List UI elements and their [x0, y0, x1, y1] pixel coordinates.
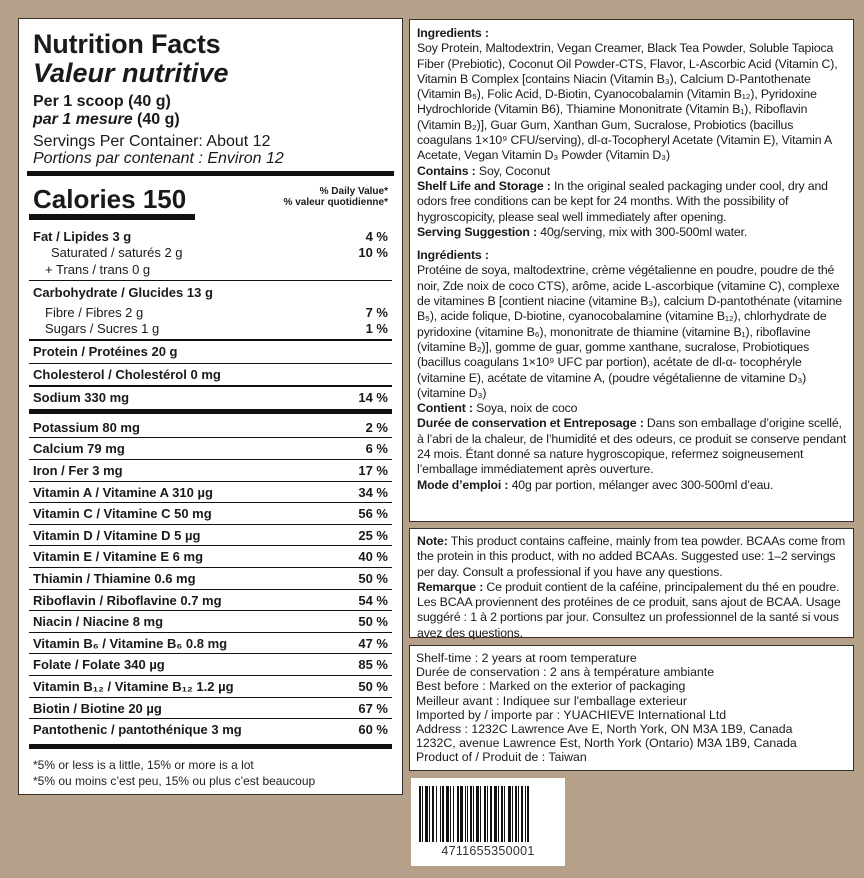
nutrient-row	[29, 590, 392, 612]
nutrient-row	[29, 568, 392, 590]
serving-size-fr-unit: par 1 mesure	[33, 111, 133, 128]
divider-thick	[29, 409, 392, 414]
nutrient-row	[29, 719, 392, 740]
carb-section	[33, 285, 388, 337]
fibre-label: Fibre / Fibres 2 g	[45, 304, 144, 320]
nutrient-pct: 56 %	[358, 506, 388, 522]
vitamins-minerals-list	[33, 417, 388, 740]
allergens-fr	[417, 401, 847, 416]
nutrient-label: Vitamin A / Vitamine A 310 µg	[33, 484, 213, 500]
barcode-number: 4711655350001	[441, 844, 535, 858]
note-label-fr: Remarque :	[417, 579, 484, 594]
nutrient-label: Vitamin B₁₂ / Vitamine B₁₂ 1.2 µg	[33, 678, 234, 694]
footnote	[33, 757, 388, 789]
serving-suggestion	[417, 225, 847, 240]
contains-label: Contains :	[417, 163, 476, 178]
ingredients-text: Soy Protein, Maltodextrin, Vegan Creamer, Black Tea Powder, Soluble Tapioca Fiber (Prebiotic), Coconut Oil Powder-CTS, Flavor, L-Ascorbic Acid (Vitamin C), Vitamin B Complex [contains Niacin (Vitamin B₃), Calcium D-Pantothenate (Vitamin B₅), Folic Acid, D-Biotin, Cyanocobalamin (Vitamin B₁₂), Pyridoxine Hydrochloride (Vitamin B6), Thiamine Mononitrate (Vitamin B₁), Riboflavin (Vitamin B₂)], Guar Gum, Xanthan Gum, Sucralose, Probiotics (bacillus coagulans 1×10⁹ CFU/serving), dl-α-Tocopheryl Acetate (Vitamin E), Vitamin A Acetate, Vegan Vitamin D₃ Powder (Vitamin D₃)	[417, 41, 838, 163]
directions-value-fr: 40g par portion, mélanger avec 300-500ml d’eau.	[508, 477, 774, 492]
nutrient-row	[29, 482, 392, 504]
serving-size-fr	[33, 111, 388, 129]
note-en	[417, 534, 847, 580]
nutrient-label: Thiamin / Thiamine 0.6 mg	[33, 570, 196, 586]
nutrient-row	[29, 438, 392, 460]
nutrition-title: Nutrition Facts	[33, 29, 221, 59]
divider	[29, 363, 392, 365]
barcode	[411, 778, 565, 866]
nutrient-row-cholesterol	[33, 366, 388, 383]
nutrient-row	[29, 546, 392, 568]
sodium-pct: 14 %	[358, 389, 388, 405]
note-text-fr: Ce produit contient de la caféine, principalement du thé en poudre. Les BCAA proviennent des protéines de ce produit, sans ajout de BCAA. Usage suggéré : 1 à 2 portions par jour. Consultez un professionnel de la santé si vous avez des questions.	[417, 579, 841, 640]
nutrient-label: Iron / Fer 3 mg	[33, 462, 123, 478]
nutrient-label: Vitamin B₆ / Vitamine B₆ 0.8 mg	[33, 635, 228, 651]
nutrient-pct: 67 %	[358, 700, 388, 716]
nutrient-pct: 6 %	[365, 441, 388, 457]
sugars-label: Sugars / Sucres 1 g	[45, 320, 160, 336]
nutrient-row-fat	[33, 229, 388, 245]
protein-label: Protein / Protéines 20 g	[33, 343, 178, 359]
sugars-pct: 1 %	[365, 320, 388, 336]
address: Address : 1232C Lawrence Ave E, North York, ON M3A 1B9, Canada	[416, 722, 793, 737]
nutrient-row	[29, 417, 392, 439]
directions-fr	[417, 478, 847, 493]
divider	[29, 385, 392, 387]
nutrient-label: Vitamin E / Vitamine E 6 mg	[33, 549, 204, 565]
saturated-pct: 10 %	[358, 245, 388, 261]
daily-value-header-en: % Daily Value*	[319, 186, 388, 197]
nutrient-row	[29, 503, 392, 525]
nutrient-row	[29, 676, 392, 698]
nutrient-row	[29, 460, 392, 482]
nutrient-label: Biotin / Biotine 20 µg	[33, 700, 162, 716]
ingredients-heading-fr: Ingrédients :	[417, 248, 489, 263]
nutrient-row	[29, 698, 392, 720]
allergens	[417, 164, 847, 179]
nutrient-pct: 50 %	[358, 570, 388, 586]
nutrient-row	[29, 611, 392, 633]
contains-value-fr: Soya, noix de coco	[472, 401, 578, 416]
note-fr	[417, 580, 847, 641]
directions-label-fr: Mode d’emploi :	[417, 477, 509, 492]
nutrient-pct: 40 %	[358, 549, 388, 565]
ingredients-panel	[409, 19, 854, 522]
ingredients-en	[417, 26, 847, 240]
contains-value: Soy, Coconut	[475, 163, 551, 178]
calories-underline	[29, 214, 195, 220]
nutrient-row-carbohydrate	[33, 285, 388, 301]
nutrient-row	[29, 633, 392, 655]
nutrient-pct: 25 %	[358, 527, 388, 543]
carbohydrate-label: Carbohydrate / Glucides 13 g	[33, 285, 213, 301]
nutrient-label: Niacin / Niacine 8 mg	[33, 614, 164, 630]
note-panel	[409, 528, 854, 638]
shelf-life	[417, 179, 847, 225]
country-of-origin: Product of / Produit de : Taiwan	[416, 750, 587, 765]
ingredients-heading: Ingredients :	[417, 26, 489, 40]
serving-suggestion-label: Serving Suggestion :	[417, 224, 537, 239]
spacer	[417, 240, 847, 248]
nutrient-label: Pantothenic / pantothénique 3 mg	[33, 722, 242, 738]
nutrient-pct: 47 %	[358, 635, 388, 651]
nutrient-row-sodium	[33, 389, 388, 407]
nutrient-row-saturated	[33, 245, 388, 261]
nutrient-pct: 85 %	[358, 657, 388, 673]
divider	[29, 339, 392, 341]
note-label: Note:	[417, 534, 448, 548]
best-before-fr: Meilleur avant : Indiquee sur l'emballage exterieur	[416, 693, 687, 708]
nutrient-row-fibre	[33, 305, 388, 321]
barcode-bars-icon	[419, 786, 557, 842]
importer: Imported by / importe par : YUACHIEVE International Ltd	[416, 707, 727, 722]
shelf-life-label: Shelf Life and Storage :	[417, 178, 551, 193]
ingredients-text-fr: Protéine de soya, maltodextrine, crème végétalienne en poudre, poudre de thé noir, Zde noix de coco CTS), arôme, acide L-ascorbique (vitamine C), complexe de vitamines B [contient niacine (vitamine B₃), calcium D-pantothénate (vitamine B₅), acide folique, D-biotine, cyanocobalamine (vitamine B₁₂), chlorhydrate de pyridoxine (vitamine B₆), mononitrate de thiamine (vitamine B₁), riboflavine (vitamine B₂)], gomme de guar, gomme xanthane, sucralose, Probiotiques (bacillus coagulans 1×10⁹ UFC par portion), acétate de dl-α- tocophéryle (vitamine E), acétate de vitamine A, (poudre végétalienne de vitamine D₃) (vitamine D₃)	[417, 263, 842, 400]
nutrient-row	[29, 525, 392, 547]
address-fr: 1232C, avenue Lawrence Est, North York (Ontario) M3A 1B9, Canada	[416, 736, 797, 751]
nutrient-label: Folate / Folate 340 µg	[33, 657, 165, 673]
product-info-panel	[409, 645, 854, 771]
divider-thick	[29, 744, 392, 749]
serving-suggestion-value: 40g/serving, mix with 300-500ml water.	[536, 224, 748, 239]
contains-label-fr: Contient :	[417, 401, 473, 416]
serving-size-fr-amount: (40 g)	[132, 111, 180, 128]
nutrient-pct: 60 %	[358, 722, 388, 738]
divider	[29, 280, 392, 282]
nutrient-label: Potassium 80 mg	[33, 419, 140, 435]
nutrient-label: Vitamin D / Vitamine D 5 µg	[33, 527, 201, 543]
calories: Calories 150	[33, 184, 187, 214]
nutrient-label: Riboflavin / Riboflavine 0.7 mg	[33, 592, 222, 608]
servings-per-container-fr: Portions par contenant : Environ 12	[33, 150, 284, 167]
fat-pct: 4 %	[365, 229, 388, 244]
sodium-label: Sodium 330 mg	[33, 389, 130, 405]
nutrient-pct: 50 %	[358, 678, 388, 694]
nutrient-pct: 34 %	[358, 484, 388, 500]
nutrient-pct: 2 %	[365, 419, 388, 435]
fibre-pct: 7 %	[365, 304, 388, 320]
trans-label: + Trans / trans 0 g	[45, 261, 151, 277]
ingredients-fr	[417, 248, 847, 493]
cholesterol-label: Cholesterol / Cholestérol 0 mg	[33, 367, 221, 383]
footnote-en: *5% or less is a little, 15% or more is a lot	[33, 757, 254, 772]
shelf-life-value: In the original sealed packaging under cool, dry and odors free conditions can be kept for 24 months. With the possibility of hygroscopicity, please seal well immediately after opening.	[417, 178, 828, 224]
footnote-fr: *5% ou moins c’est peu, 15% ou plus c’est beaucoup	[33, 773, 316, 788]
best-before: Best before : Marked on the exterior of packaging	[416, 679, 686, 694]
daily-value-header-fr: % valeur quotidienne*	[283, 197, 388, 208]
calories-row	[33, 176, 388, 214]
shelf-life-label-fr: Durée de conservation et Entreposage :	[417, 416, 644, 431]
shelf-life-value-fr: Dans son emballage d’origine scellé, à l’abri de la chaleur, de l’humidité et des odeurs, ce produit se conserve pendant 24 mois. Étant donné sa nature hygroscopique, refermez soigneusement l’emballage immédiatement après ouverture.	[417, 416, 847, 477]
nutrient-pct: 50 %	[358, 614, 388, 630]
fat-label: Fat / Lipides 3 g	[33, 229, 132, 244]
shelf-life-fr	[417, 416, 847, 477]
shelf-time-fr: Durée de conservation : 2 ans à température ambiante	[416, 665, 715, 680]
serving-size: Per 1 scoop (40 g)	[33, 93, 171, 110]
daily-value-header	[284, 186, 388, 214]
nutrient-row	[29, 654, 392, 676]
servings-per-container: Servings Per Container: About 12	[33, 133, 271, 150]
nutrient-label: Vitamin C / Vitamine C 50 mg	[33, 506, 212, 522]
nutrition-facts-panel	[18, 18, 403, 795]
nutrient-label: Calcium 79 mg	[33, 441, 125, 457]
fat-section	[33, 229, 388, 278]
nutrient-pct: 54 %	[358, 592, 388, 608]
nutrient-row-protein	[33, 343, 388, 361]
saturated-label: Saturated / saturés 2 g	[51, 245, 183, 261]
nutrient-row-trans	[33, 262, 388, 278]
note-text: This product contains caffeine, mainly from tea powder. BCAAs come from the protein in this product, with no added BCAAs. Suggested use: 1–2 servings per day. Consult a professional if you have any questions.	[417, 534, 846, 579]
nutrient-row-sugars	[33, 321, 388, 337]
nutrition-title-fr: Valeur nutritive	[33, 58, 229, 88]
shelf-time: Shelf-time : 2 years at room temperature	[416, 651, 637, 665]
nutrient-pct: 17 %	[358, 462, 388, 478]
